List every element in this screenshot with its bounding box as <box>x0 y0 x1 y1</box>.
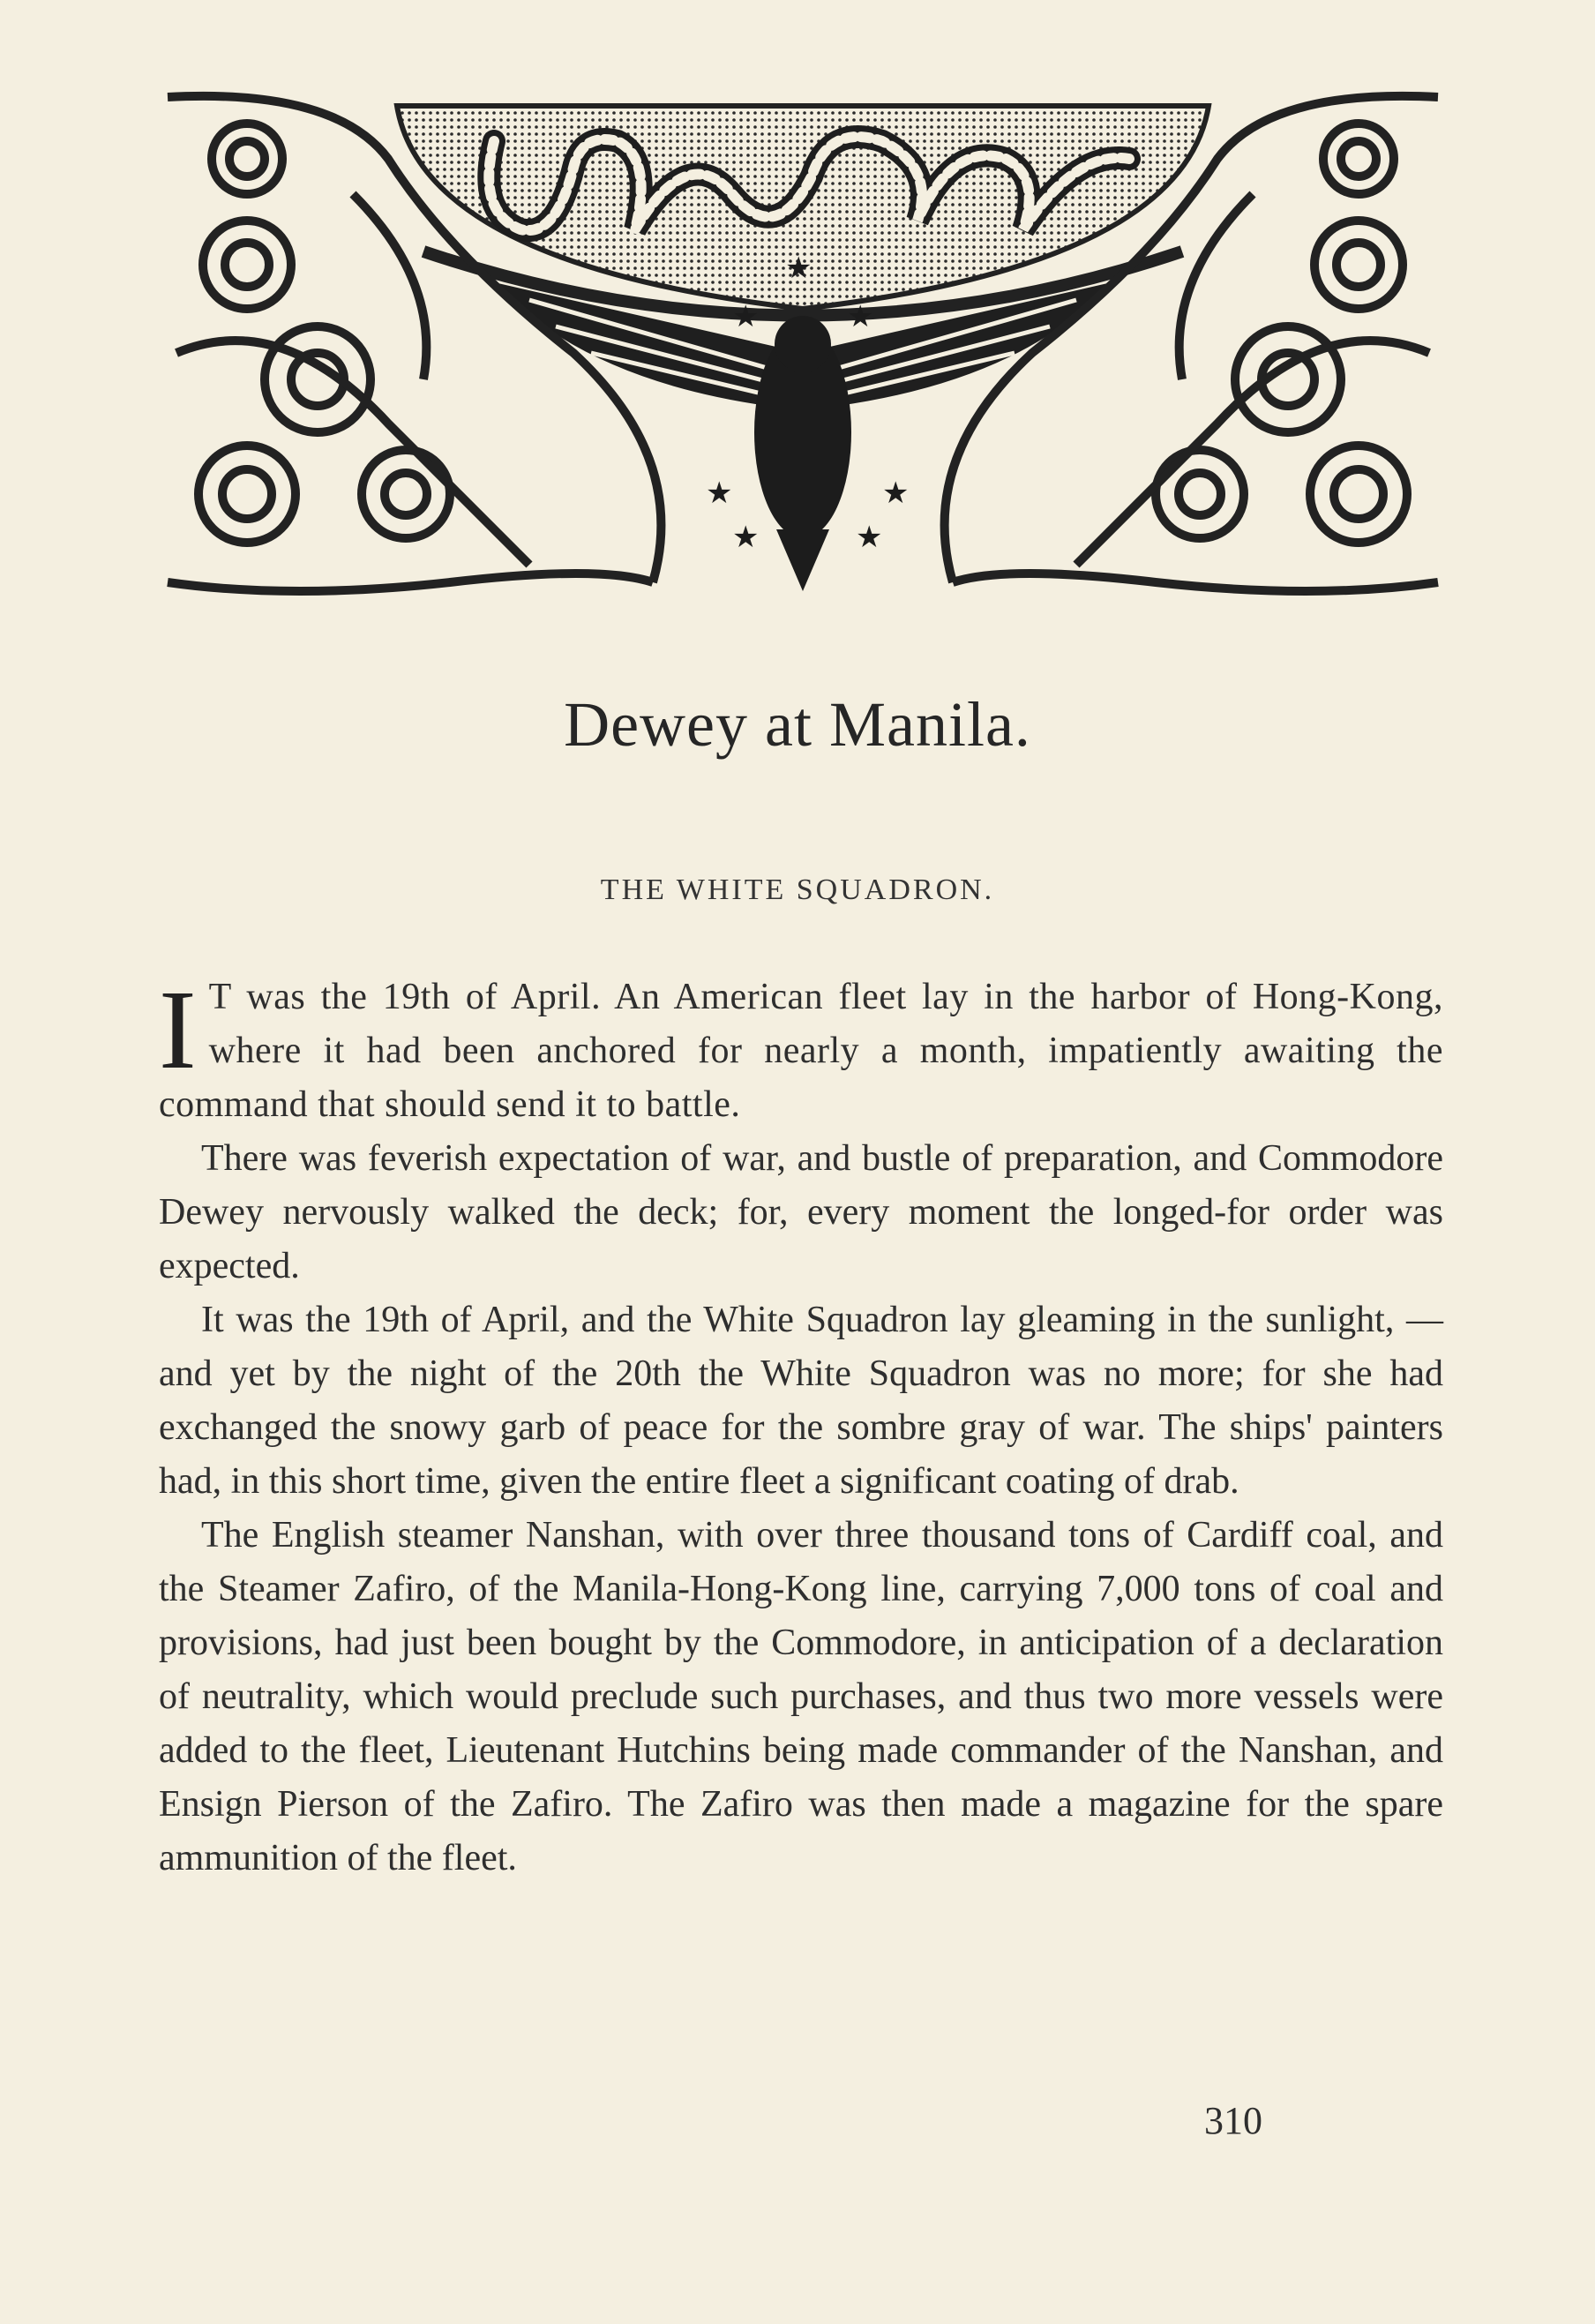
svg-text:★: ★ <box>732 520 760 555</box>
paragraph-1 <box>159 967 1443 1132</box>
paragraph-2: There was feverish expectation of war, and bustle of preparation, and Commodore Dewey nervously walked the deck; for, every moment the longed-for order was expected. <box>159 1138 1443 1286</box>
svg-text:★: ★ <box>856 520 883 555</box>
decorative-headpiece <box>159 88 1447 618</box>
svg-text:★: ★ <box>847 299 874 334</box>
section-subtitle: THE WHITE SQUADRON. <box>600 873 995 906</box>
eagle-ornament-icon <box>159 88 1447 618</box>
page-number: 310 <box>1204 2099 1262 2142</box>
body-text <box>159 967 1443 1885</box>
svg-text:★: ★ <box>882 476 910 511</box>
paragraph-4: The English steamer Nanshan, with over three thousand tons of Cardiff coal, and the Steamer Zafiro, of the Manila-Hong-Kong line, carrying 7,000 tons of coal and provisions, had just been bought by the Commodore, in anticipation of a declaration of neutrality, which would preclude such purchases, and thus two more vessels were added to the fleet, Lieutenant Hutchins being made commander of the Nanshan, and Ensign Pierson of the Zafiro. The Zafiro was then made a magazine for the spare ammunition of the fleet. <box>159 1515 1443 1878</box>
paragraph-text: T was the 19th of April. An American fleet lay in the harbor of Hong-Kong, where it had been anchored for nearly a month, impatiently awaiting the command that should send it to battle. <box>159 977 1443 1125</box>
drop-cap: I <box>159 967 197 1092</box>
chapter-title: Dewey at Manila. <box>564 689 1031 760</box>
svg-text:★: ★ <box>706 476 733 511</box>
svg-text:★: ★ <box>732 299 760 334</box>
svg-text:★: ★ <box>785 251 812 286</box>
paragraph-3: It was the 19th of April, and the White Squadron lay gleaming in the sunlight, — and yet by the night of the 20th the White Squadron was no more; for she had exchanged the snowy garb of peace for the sombre gray of war. The ships' painters had, in this short time, given the entire fleet a significant coating of drab. <box>159 1300 1443 1502</box>
